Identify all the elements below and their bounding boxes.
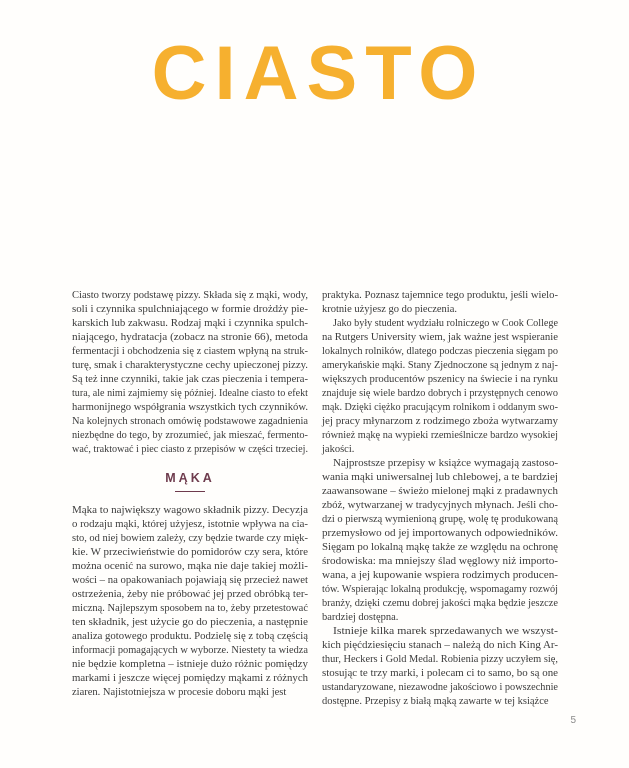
text-line: Sięgam po lokalną mąkę także ze względu na ochronę [322, 542, 558, 553]
text-line: krotnie użyjesz go do pieczenia. [322, 304, 457, 315]
text-line: dostępne. Przepisy z białą mąką zawarte w tej książce [322, 696, 549, 707]
text-line: bardziej dostępna. [322, 612, 399, 623]
text-line: fermentacji i obchodzenia się z ciastem wpłyną na struk- [72, 346, 308, 357]
paragraph [72, 504, 308, 700]
text-line: ustandaryzowane, niezawodne jakościowo i powszechnie [322, 682, 558, 693]
text-line: sto, od niej bowiem zależy, czy będzie twarde czy mięk- [72, 533, 308, 544]
text-line: Na kolejnych stronach omówię podstawowe zagadnienia [72, 416, 308, 427]
text-line: ziaren. Najistotniejsza w procesie doboru mąki jest [72, 687, 287, 698]
text-line: również mąkę na wypieki rzemieślnicze bardzo wysokiej [322, 430, 558, 441]
text-line: tów. Wspierając lokalną produkcję, wspomagamy rozwój [322, 584, 558, 595]
text-line: harmonijnego współgrania wszystkich tych czynników. [72, 402, 308, 413]
text-line: można ocenić na surowo, mąka nie daje takiej możli- [72, 561, 308, 572]
column-left [72, 289, 308, 709]
paragraph [72, 289, 308, 457]
text-line: większych producentów pszenicy na świecie i na rynku [322, 374, 558, 385]
text-line: mąk. Dzięki ciężko pracującym rolnikom i oddanym swo- [322, 402, 558, 413]
text-line: o rodzaju mąki, której użyjesz, istotnie wpływa na cia- [72, 519, 308, 530]
text-line: ostrzeżenia, żeby nie próbować jej przed obróbką ter- [72, 589, 308, 600]
text-line: dzi o pierwszą wymienioną grupę, wolę tę produkowaną [322, 514, 558, 525]
text-line: kie. W przeciwieństwie do pomidorów czy sera, które [72, 547, 308, 558]
section-heading-text: MĄKA [165, 471, 215, 485]
text-line: kich pięćdziesięciu stanach – należą do nich King Ar- [322, 640, 558, 651]
paragraph [322, 289, 558, 317]
text-line: niezbędne do tego, by zrozumieć, jak mieszać, fermento- [72, 430, 308, 441]
text-line: markami i jeszcze więcej pomiędzy mąkami z różnych [72, 673, 308, 684]
text-line: wania mąki uniwersalnej lub chlebowej, a te bardziej [322, 472, 558, 483]
text-line: miczną. Najlepszym sposobem na to, żeby przetestować [72, 603, 308, 614]
column-right [322, 289, 558, 709]
text-line: jej pracy młynarzom z rodzimego zboża wytwarzamy [322, 416, 558, 427]
text-line: karskich lub zakwasu. Rodzaj mąki i czynnika spulch- [72, 318, 308, 329]
text-columns [72, 289, 558, 709]
text-line: Jako były student wydziału rolniczego w Cook College [333, 318, 558, 329]
section-heading [72, 469, 308, 492]
text-line: wana, a jej kupowanie wspiera rodzimych producen- [322, 570, 558, 581]
paragraph [322, 457, 558, 625]
text-line: soli i czynnika spulchniającego w formie drożdży pie- [72, 304, 308, 315]
text-line: wości – na opakowaniach pojawiają się przecież nawet [72, 575, 308, 586]
text-line: na Rutgers University wiem, jak ważne jest wspieranie [322, 332, 558, 343]
text-line: turę, smak i charakterystyczne cechy upieczonej pizzy. [72, 360, 308, 371]
paragraph [322, 317, 558, 457]
text-line: jakości. [322, 444, 355, 455]
text-line: przemysłowo od jej importowanych odpowiedników. [322, 528, 558, 539]
text-line: analiza gotowego produktu. Podzielę się z tobą częścią [72, 631, 308, 642]
text-line: tura, ale nimi zajmiemy się później. Idealne ciasto to efekt [72, 388, 308, 399]
text-line: amerykańskie mąki. Stany Zjednoczone są jednym z naj- [322, 360, 558, 371]
text-line: Najprostsze przepisy w książce wymagają zastoso- [333, 458, 558, 469]
text-line: nie będzie kompletna – istnieje dużo różnic pomiędzy [72, 659, 308, 670]
text-line: praktyka. Poznasz tajemnice tego produktu, jeśli wielo- [322, 290, 558, 301]
text-line: lokalnych rolników, dlatego podczas pieczenia sięgam po [322, 346, 558, 357]
text-line: środowiska: ma mniejszy ślad węglowy niż importo- [322, 556, 558, 567]
text-line: branży, dzięki czemu dobrej jakości mąka będzie jeszcze [322, 598, 558, 609]
paragraph [322, 625, 558, 709]
text-line: Mąka to największy wagowo składnik pizzy. Decyzja [72, 505, 308, 516]
text-line: niającego, hydratacja (zobacz na stronie 66), metoda [72, 332, 308, 343]
text-line: Są też inne czynniki, takie jak czas pieczenia i tempera- [72, 374, 308, 385]
text-line: Ciasto tworzy podstawę pizzy. Składa się z mąki, wody, [72, 290, 308, 301]
text-line: thur, Heckers i Gold Medal. Robienia pizzy uczyłem się, [322, 654, 558, 665]
text-line: stosując te trzy marki, i polecam ci to samo, bo są one [322, 668, 558, 679]
text-line: znajduje się wiele bardzo dobrych i przystępnych cenowo [322, 388, 558, 399]
text-line: ten składnik, jest użycie go do pieczenia, a następnie [72, 617, 308, 628]
chapter-title: CIASTO [151, 31, 486, 116]
text-line: Istnieje kilka marek sprzedawanych we wszyst- [333, 626, 558, 637]
heading-underline [175, 491, 205, 492]
text-line: informacji pomagających w wyborze. Niestety ta wiedza [72, 645, 308, 656]
text-line: wać, traktować i piec ciasto z przepisów w części trzeciej. [72, 444, 308, 455]
text-line: zaawansowane – świeżo mielonej mąki z pradawnych [322, 486, 558, 497]
page-number: 5 [570, 715, 576, 726]
text-line: zbóż, wytwarzanej w tradycyjnych młynach. Jeśli cho- [322, 500, 558, 511]
